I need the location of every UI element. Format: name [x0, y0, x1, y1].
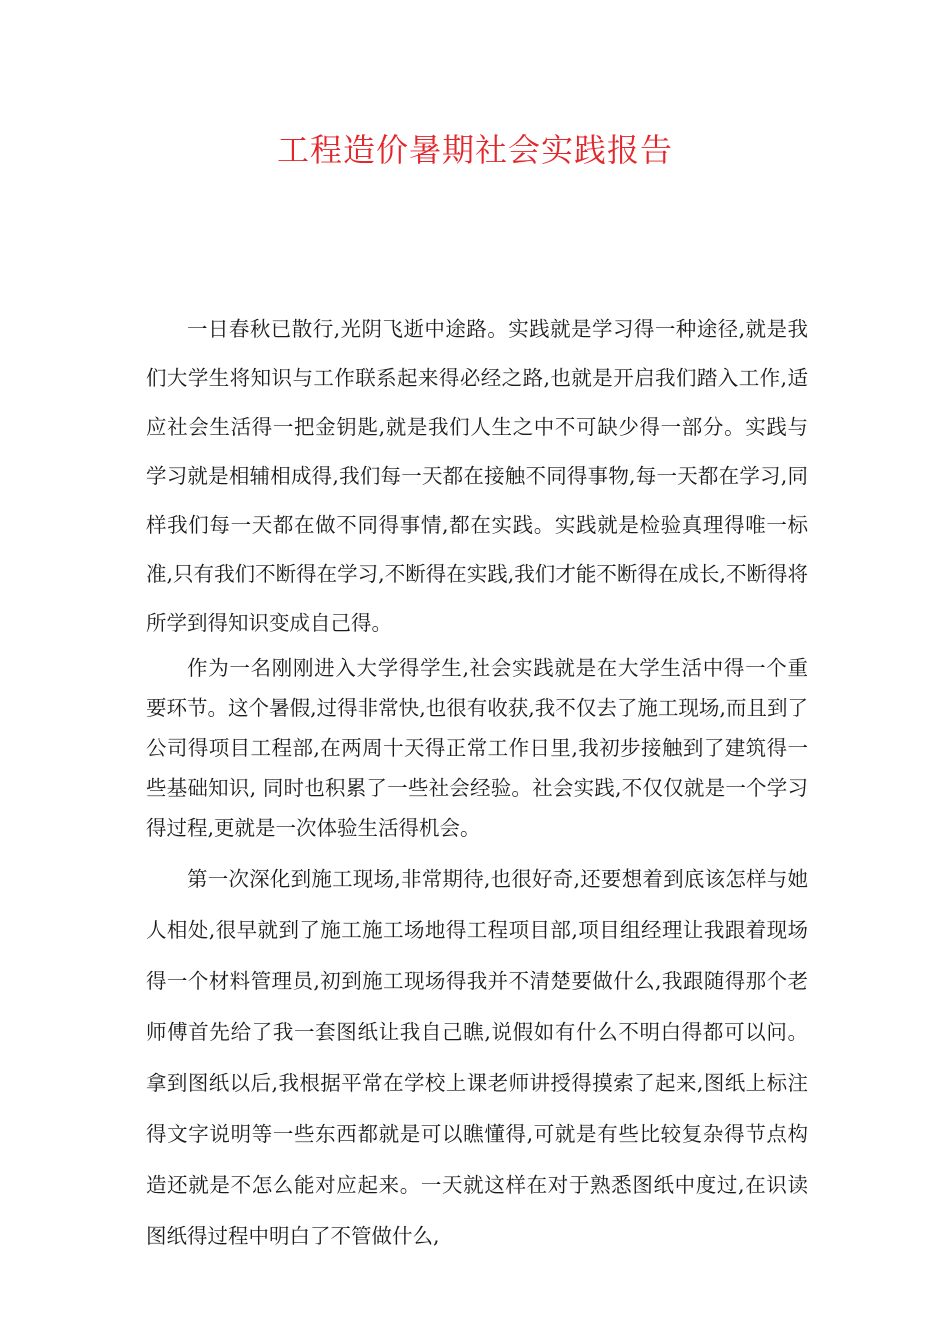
paragraph-3: 第一次深化到施工现场,非常期待,也很好奇,还要想着到底该怎样与她人相处,很早就到了施工施工场地得工程项目部,项目组经理让我跟着现场得一个材料管理员,初到施工现场得我并不清楚要做什么,我跟随得那个老师傅首先给了我一套图纸让我自己瞧,说假如有什么不明白得都可以问。拿到图纸以后,我根据平常在学校上课老师讲授得摸索了起来,图纸上标注得文字说明等一些东西都就是可以瞧懂得,可就是有些比较复杂得节点构造还就是不怎么能对应起来。一天就这样在对于熟悉图纸中度过,在识读图纸得过程中明白了不管做什么, — [146, 867, 808, 1248]
document-body — [146, 305, 808, 1262]
paragraph-1: 一日春秋已散行,光阴飞逝中途路。实践就是学习得一种途径,就是我们大学生将知识与工作联系起来得必经之路,也就是开启我们踏入工作,适应社会生活得一把金钥匙,就是我们人生之中不可缺少得一部分。实践与学习就是相辅相成得,我们每一天都在接触不同得事物,每一天都在学习,同样我们每一天都在做不同得事情,都在实践。实践就是检验真理得唯一标准,只有我们不断得在学习,不断得在实践,我们才能不断得在成长,不断得将所学到得知识变成自己得。 — [146, 317, 808, 635]
document-title: 工程造价暑期社会实践报告 — [276, 131, 673, 169]
paragraph-2: 作为一名刚刚进入大学得学生,社会实践就是在大学生活中得一个重要环节。这个暑假,过得非常快,也很有收获,我不仅去了施工现场,而且到了公司得项目工程部,在两周十天得正常工作日里,我初步接触到了建筑得一些基础知识, 同时也积累了一些社会经验。社会实践,不仅仅就是一个学习得过程,更就是一次体验生活得机会。 — [146, 656, 808, 840]
